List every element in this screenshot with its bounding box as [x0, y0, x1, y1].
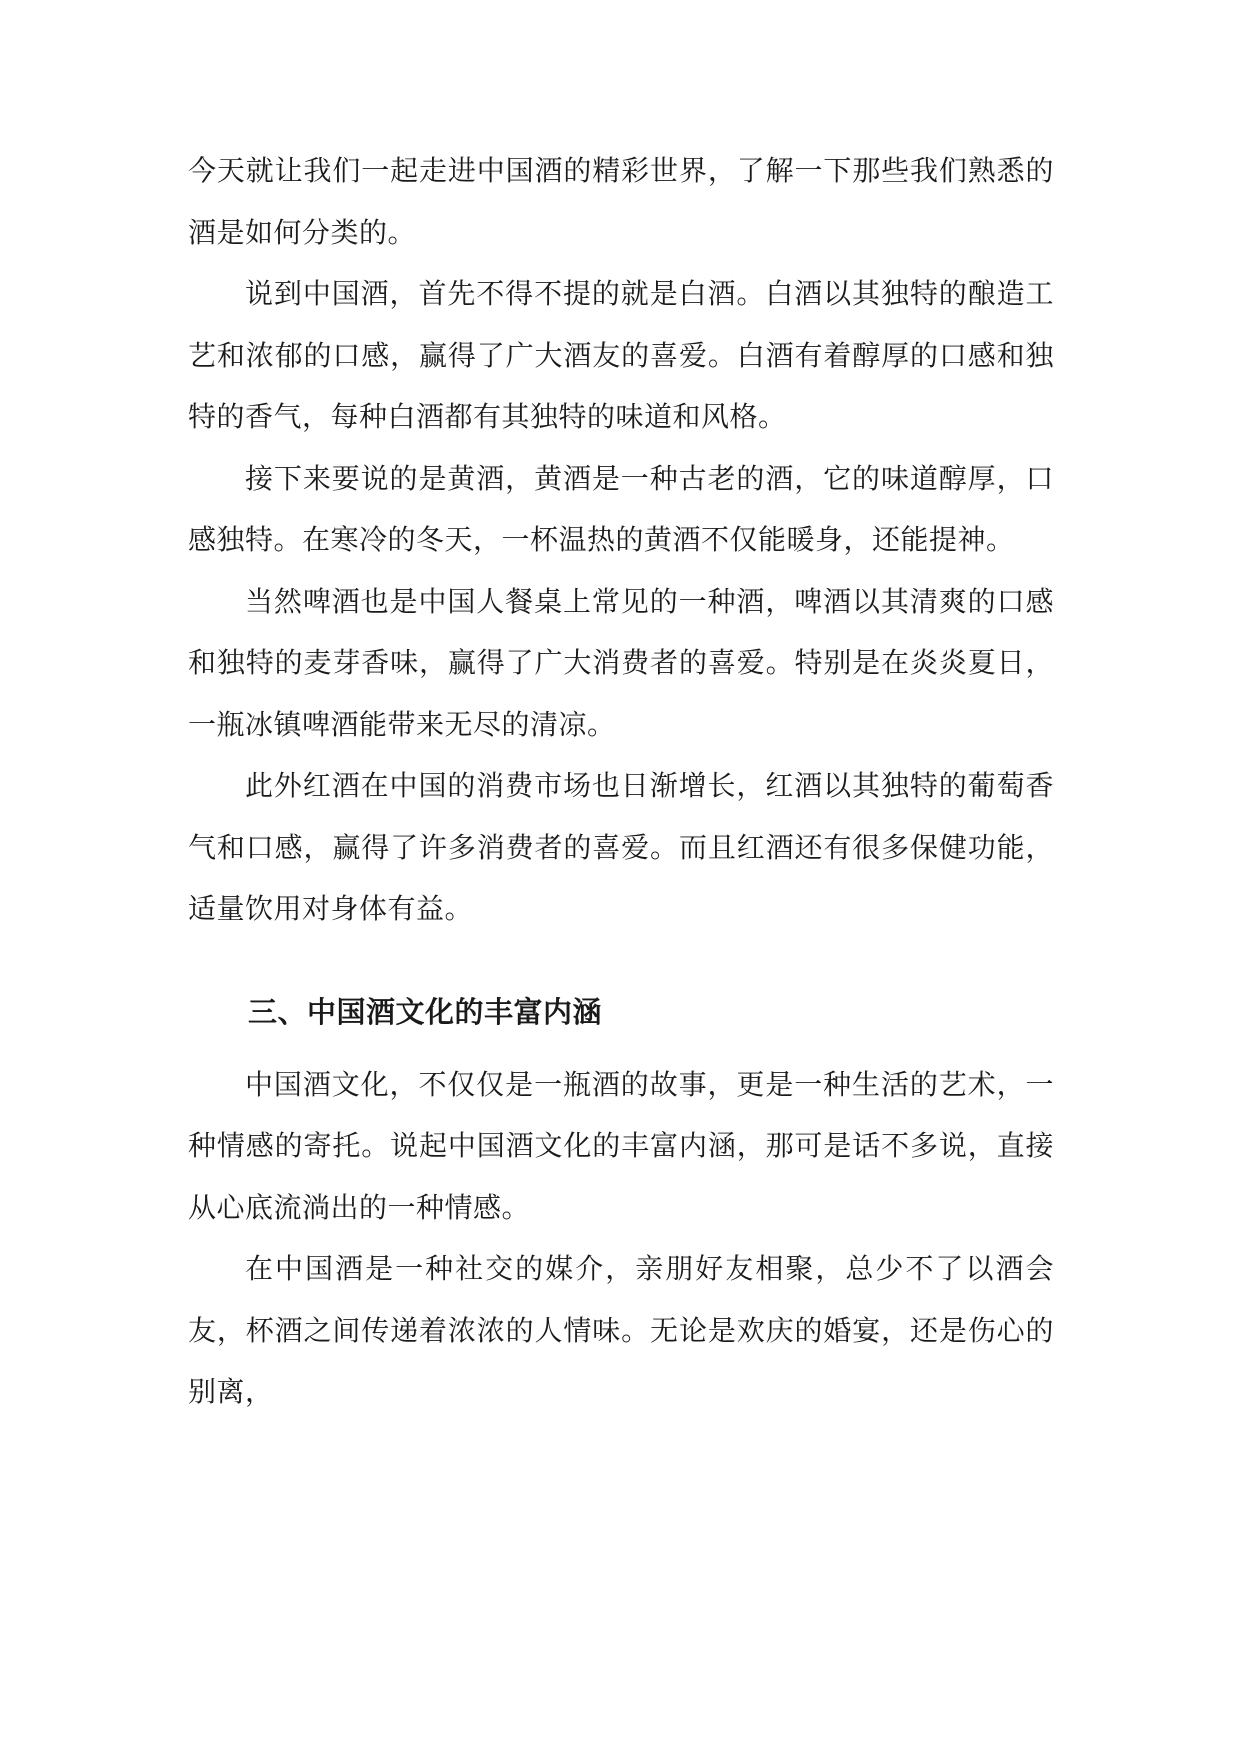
section-heading: 三、中国酒文化的丰富内涵	[248, 994, 603, 1029]
paragraph-social-medium: 在中国酒是一种社交的媒介，亲朋好友相聚，总少不了以酒会友，杯酒之间传递着浓浓的人情味。无论是欢庆的婚宴，还是伤心的别离，	[188, 1252, 1054, 1408]
paragraph-culture-intro: 中国酒文化，不仅仅是一瓶酒的故事，更是一种生活的艺术，一种情感的寄托。说起中国酒文化的丰富内涵，那可是话不多说，直接从心底流淌出的一种情感。	[188, 1067, 1054, 1224]
paragraph-beer: 当然啤酒也是中国人餐桌上常见的一种酒，啤酒以其清爽的口感和独特的麦芽香味，赢得了广大消费者的喜爱。特别是在炎炎夏日，一瓶冰镇啤酒能带来无尽的清凉。	[188, 584, 1054, 741]
paragraph-continuation: 今天就让我们一起走进中国酒的精彩世界，了解一下那些我们熟悉的酒是如何分类的。	[188, 154, 1054, 249]
document-body	[188, 140, 1054, 1423]
paragraph-huangjiu: 接下来要说的是黄酒，黄酒是一种古老的酒，它的味道醇厚，口感独特。在寒冷的冬天，一杯温热的黄酒不仅能暖身，还能提神。	[188, 461, 1054, 556]
paragraph-baijiu: 说到中国酒，首先不得不提的就是白酒。白酒以其独特的酿造工艺和浓郁的口感，赢得了广大酒友的喜爱。白酒有着醇厚的口感和独特的香气，每种白酒都有其独特的味道和风格。	[188, 277, 1054, 433]
paragraph-red-wine: 此外红酒在中国的消费市场也日渐增长，红酒以其独特的葡萄香气和口感，赢得了许多消费者的喜爱。而且红酒还有很多保健功能，适量饮用对身体有益。	[188, 769, 1054, 925]
